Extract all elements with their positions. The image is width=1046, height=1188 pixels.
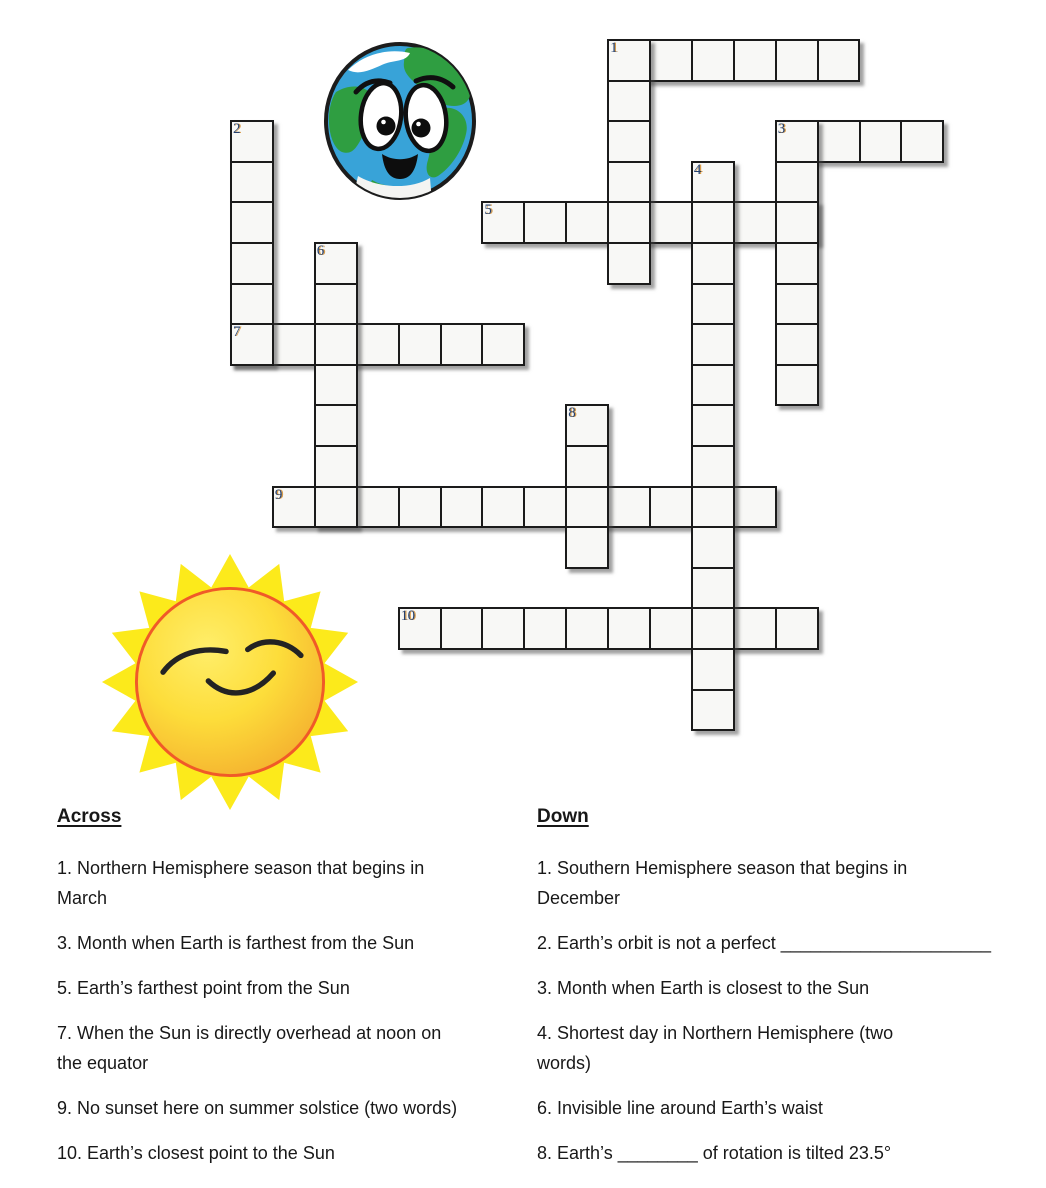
grid-cell[interactable] <box>819 41 859 80</box>
clue-down-3 <box>537 973 1017 1003</box>
word-8-down <box>565 404 609 568</box>
grid-cell[interactable] <box>316 488 356 527</box>
clue-across-1 <box>57 853 537 913</box>
grid-cell[interactable] <box>567 203 609 242</box>
clue-line: 10. Earth’s closest point to the Sun <box>57 1143 335 1163</box>
grid-cell[interactable] <box>316 406 356 447</box>
grid-cell[interactable] <box>693 325 733 366</box>
grid-cell[interactable] <box>693 406 733 447</box>
clue-line: 8. Earth’s ________ of rotation is tilted 23.5° <box>537 1143 892 1163</box>
grid-cell[interactable] <box>232 203 272 244</box>
grid-cell[interactable] <box>651 609 693 648</box>
grid-cell[interactable] <box>819 122 861 161</box>
cell-number: 2 <box>233 121 240 138</box>
grid-cell[interactable] <box>400 325 442 364</box>
grid-cell[interactable] <box>442 325 484 364</box>
grid-cell[interactable] <box>693 203 733 244</box>
cell-number: 5 <box>484 202 492 219</box>
grid-cell[interactable] <box>902 122 942 161</box>
across-header: Across <box>57 806 122 827</box>
clue-across-7 <box>57 1018 537 1078</box>
grid-cell[interactable] <box>777 203 817 244</box>
word-10-across <box>398 607 819 650</box>
grid-cell[interactable] <box>358 488 400 527</box>
grid-cell[interactable] <box>861 122 903 161</box>
grid-cell[interactable] <box>651 488 693 527</box>
grid-cell[interactable] <box>316 285 356 326</box>
word-4-down <box>691 161 735 731</box>
clue-line: 5. Earth’s farthest point from the Sun <box>57 978 350 998</box>
grid-cell[interactable] <box>609 163 649 204</box>
grid-cell[interactable] <box>693 528 733 569</box>
grid-cell[interactable] <box>609 203 649 244</box>
grid-cell[interactable] <box>777 325 817 366</box>
grid-cell[interactable] <box>567 488 607 529</box>
clues-down-list <box>537 853 1017 1168</box>
clue-down-8 <box>537 1138 1017 1168</box>
cell-number: 6 <box>316 243 324 259</box>
clue-across-9 <box>57 1093 537 1123</box>
grid-cell[interactable] <box>400 488 442 527</box>
down-header: Down <box>537 806 589 827</box>
grid-cell[interactable] <box>693 41 735 80</box>
clue-down-4 <box>537 1018 1017 1078</box>
grid-cell[interactable] <box>567 447 607 488</box>
grid-cell[interactable] <box>483 488 525 527</box>
grid-cell[interactable] <box>777 285 817 326</box>
grid-cell[interactable] <box>735 609 777 648</box>
cell-number: 1 <box>610 40 618 56</box>
grid-cell[interactable] <box>316 447 356 488</box>
grid-cell[interactable] <box>693 691 733 730</box>
grid-cell[interactable] <box>442 488 484 527</box>
grid-cell[interactable] <box>735 41 777 80</box>
clue-line: 9. No sunset here on summer solstice (two words) <box>57 1098 458 1118</box>
across-clues-section <box>57 806 537 1183</box>
clue-line: 1. Northern Hemisphere season that begins in <box>57 858 425 878</box>
clue-line: 6. Invisible line around Earth’s waist <box>537 1098 823 1118</box>
grid-cell[interactable] <box>735 203 777 242</box>
grid-cell[interactable] <box>693 447 733 488</box>
grid-cell[interactable] <box>232 163 272 204</box>
clue-line: 7. When the Sun is directly overhead at noon on <box>57 1023 442 1043</box>
clue-across-5 <box>57 973 537 1003</box>
cell-number: 3 <box>777 121 785 138</box>
cell-number: 10 <box>400 608 415 625</box>
grid-cell[interactable] <box>651 41 693 80</box>
clue-down-1 <box>537 853 1017 913</box>
clue-line: 3. Month when Earth is closest to the Sun <box>537 978 870 998</box>
clue-line: 2. Earth’s orbit is not a perfect _____________________ <box>537 933 992 953</box>
grid-cell[interactable] <box>777 41 819 80</box>
grid-cell[interactable] <box>567 609 609 648</box>
grid-cell[interactable] <box>693 366 733 407</box>
cell-number: 4 <box>693 161 701 178</box>
grid-cell[interactable] <box>483 325 523 364</box>
clue-across-10 <box>57 1138 537 1168</box>
clue-down-2 <box>537 928 1017 958</box>
grid-cell[interactable] <box>525 488 567 527</box>
grid-cell[interactable] <box>609 244 649 283</box>
down-clues-section <box>537 806 1017 1183</box>
grid-cell[interactable] <box>693 244 733 285</box>
grid-cell[interactable] <box>693 609 733 650</box>
clue-line: 3. Month when Earth is farthest from the Sun <box>57 933 415 953</box>
grid-cell[interactable] <box>777 609 817 648</box>
clue-line: March <box>57 888 108 908</box>
grid-cell[interactable] <box>316 366 356 407</box>
grid-cell[interactable] <box>609 82 649 123</box>
word-6-down <box>314 242 358 528</box>
grid-cell[interactable] <box>316 325 356 366</box>
clue-down-6 <box>537 1093 1017 1123</box>
clue-line: the equator <box>57 1053 149 1073</box>
grid-cell[interactable] <box>232 285 272 326</box>
grid-cell[interactable] <box>442 609 484 648</box>
grid-cell[interactable] <box>693 488 733 529</box>
cell-number: 8 <box>568 405 576 422</box>
grid-cell[interactable] <box>693 285 733 326</box>
clue-line: December <box>537 888 621 908</box>
cell-number: 7 <box>233 324 240 341</box>
grid-cell[interactable] <box>358 325 400 364</box>
grid-cell[interactable] <box>609 609 651 648</box>
grid-cell[interactable] <box>777 244 817 285</box>
grid-cell[interactable] <box>777 163 817 204</box>
grid-cell[interactable] <box>232 244 272 285</box>
grid-cell[interactable] <box>483 609 525 648</box>
grid-cell[interactable] <box>693 569 733 610</box>
grid-cell[interactable] <box>525 609 567 648</box>
cell-number: 9 <box>274 486 282 503</box>
grid-cell[interactable] <box>609 488 651 527</box>
word-3-down <box>775 120 819 406</box>
grid-cell[interactable] <box>525 203 567 242</box>
clue-line: 1. Southern Hemisphere season that begins in <box>537 858 908 878</box>
grid-cell[interactable] <box>693 650 733 691</box>
grid-cell[interactable] <box>735 488 775 527</box>
grid-cell[interactable] <box>609 122 649 163</box>
word-1-down <box>607 39 651 285</box>
clue-line: words) <box>537 1053 592 1073</box>
clues-across-list <box>57 853 537 1168</box>
grid-cell[interactable] <box>777 366 817 405</box>
word-7-across <box>230 323 525 366</box>
grid-cell[interactable] <box>567 528 607 567</box>
clue-across-3 <box>57 928 537 958</box>
grid-cell[interactable] <box>274 325 316 364</box>
crossword-grid <box>230 39 946 734</box>
grid-cell[interactable] <box>651 203 693 242</box>
clue-line: 4. Shortest day in Northern Hemisphere (two <box>537 1023 894 1043</box>
